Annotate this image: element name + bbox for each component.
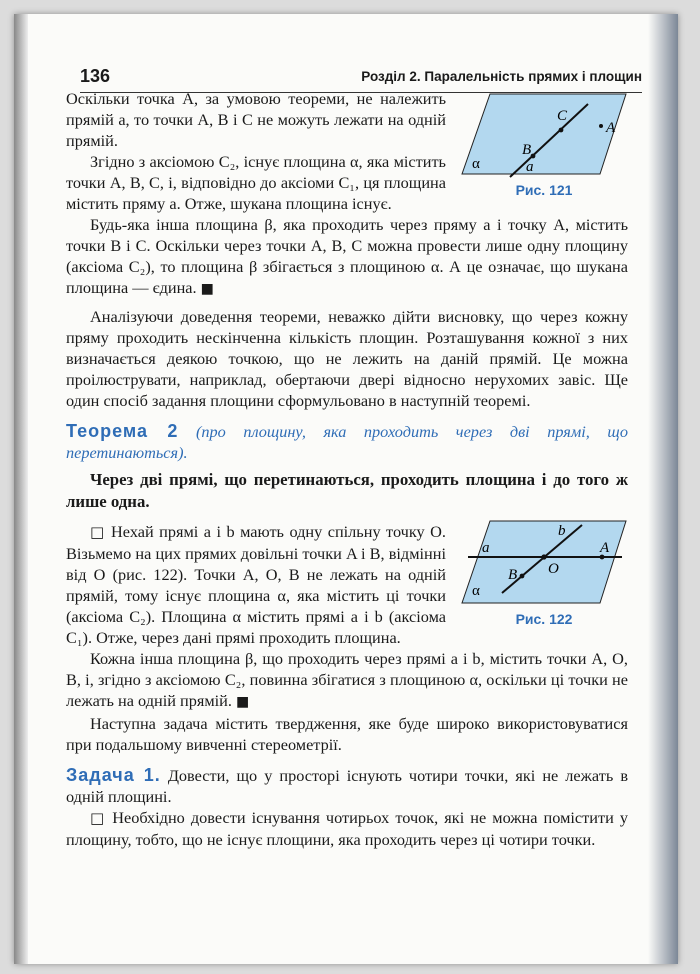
qed-mark: ■ [200, 281, 214, 297]
theorem-2-heading [66, 421, 628, 463]
theorem-2-statement: Через дві прямі, що перетинаються, проходить площина і до того ж лише одна. [66, 470, 628, 511]
theorem-2-title: Теорема 2 [66, 421, 179, 441]
label-c-121: C [557, 108, 568, 124]
label-o-122: O [548, 561, 559, 577]
task-1-text: Довести, що у просторі існують чотири точки, які не лежать в одній площині. [66, 766, 629, 806]
page-body [66, 88, 628, 850]
figure-122 [460, 519, 628, 630]
label-a-121: A [606, 120, 616, 136]
paragraph-7: Наступна задача містить твердження, яке буде широко використовуватися при подальшому вивченні стереометрії. [66, 714, 628, 754]
proof-start-mark: □ [90, 523, 106, 541]
label-b-point-122: B [508, 567, 518, 583]
task-1-title: Задача 1. [66, 765, 161, 785]
label-alpha-121: α [472, 156, 480, 172]
paragraph-8 [66, 807, 628, 850]
theorem-2-note: (про площину, яка проходить через дві прямі, що перетинаються). [66, 422, 628, 462]
figure-122-caption: Рис. 122 [515, 611, 573, 627]
page-number: 136 [80, 66, 111, 86]
figure-121-drawing [460, 92, 628, 178]
point-c-121 [559, 128, 564, 133]
paragraph-6 [66, 648, 628, 713]
running-head: Розділ 2. Паралельність прямих і площин [361, 69, 642, 84]
point-o-122 [541, 554, 546, 559]
figure-122-drawing [460, 519, 628, 607]
figure-121 [460, 92, 628, 201]
paragraph-5-text: Нехай прямі a і b мають одну спільну точку O. Візьмемо на цих прямих довільні точки A і B, відмінні від O (рис. 122). Точки A, O, B не лежать на одній прямій, тому існує площина α, яка містить ці точки (аксіома C₂). Площина α містить прямі a і b (аксіома C₁). Отже, через дані прямі проходить площина. [66, 522, 446, 647]
page-binding-edge [14, 14, 28, 964]
paragraph-3-text: Будь-яка інша площина β, яка проходить через пряму a і точку A, містить точки B і C. Оскільки через точки A, B, C можна провести лише одну площину (аксіома C₂), то площина β збігається з площиною α. А це означає, що шукана площина — єдина. [66, 215, 628, 297]
label-b-line-122: b [558, 523, 566, 539]
point-b-121 [531, 154, 536, 159]
page-edge-shadow [648, 14, 678, 964]
paragraph-4: Аналізуючи доведення теореми, неважко дійти висновку, що через кожну пряму проходить нескінченна кількість площин. Розташування кожної з них визначається деякою точкою, що не лежить на даній прямій. Це можна проілюструвати, наприклад, обертаючи двері відносно нерухомих завіс. Ще один спосіб задання площини сформульовано в наступній теоремі. [66, 307, 628, 410]
paragraph-8-text: Необхідно довести існування чотирьох точок, які не можна помістити у площину, тобто, що не існує площини, яка проходить через ці чотири точки. [66, 808, 628, 849]
label-line-a-121: a [526, 159, 534, 175]
label-a-line-122: a [482, 540, 490, 556]
paragraph-6-text: Кожна інша площина β, що проходить через прямі a і b, містить точки A, O, B, і, згідно з аксіомою C₂, повинна збігатися з площиною α, оскільки ці точки не лежать на одній прямій. [66, 649, 628, 710]
qed-mark-2: ■ [236, 694, 250, 710]
label-alpha-122: α [472, 583, 480, 599]
plane-alpha-122 [462, 521, 626, 603]
label-b-121: B [522, 142, 532, 158]
paragraph-3 [66, 214, 628, 300]
proof-start-mark-2: □ [90, 809, 107, 827]
paragraph-1: Оскільки точка A, за умовою теореми, не належить прямій a, то точки A, B і C не можуть лежати на одній прямій. [66, 89, 446, 150]
point-b-122 [520, 574, 525, 579]
task-1 [66, 765, 628, 807]
plane-alpha-121 [462, 94, 626, 174]
paragraph-2: Згідно з аксіомою C₂, існує площина α, яка містить точки A, B, C, і, відповідно до аксіоми C₁, ця площина містить пряму a. Отже, шукана площина існує. [66, 152, 446, 213]
point-a-121 [599, 124, 603, 128]
label-a-point-122: A [600, 540, 610, 556]
figure-121-caption: Рис. 121 [515, 182, 573, 198]
